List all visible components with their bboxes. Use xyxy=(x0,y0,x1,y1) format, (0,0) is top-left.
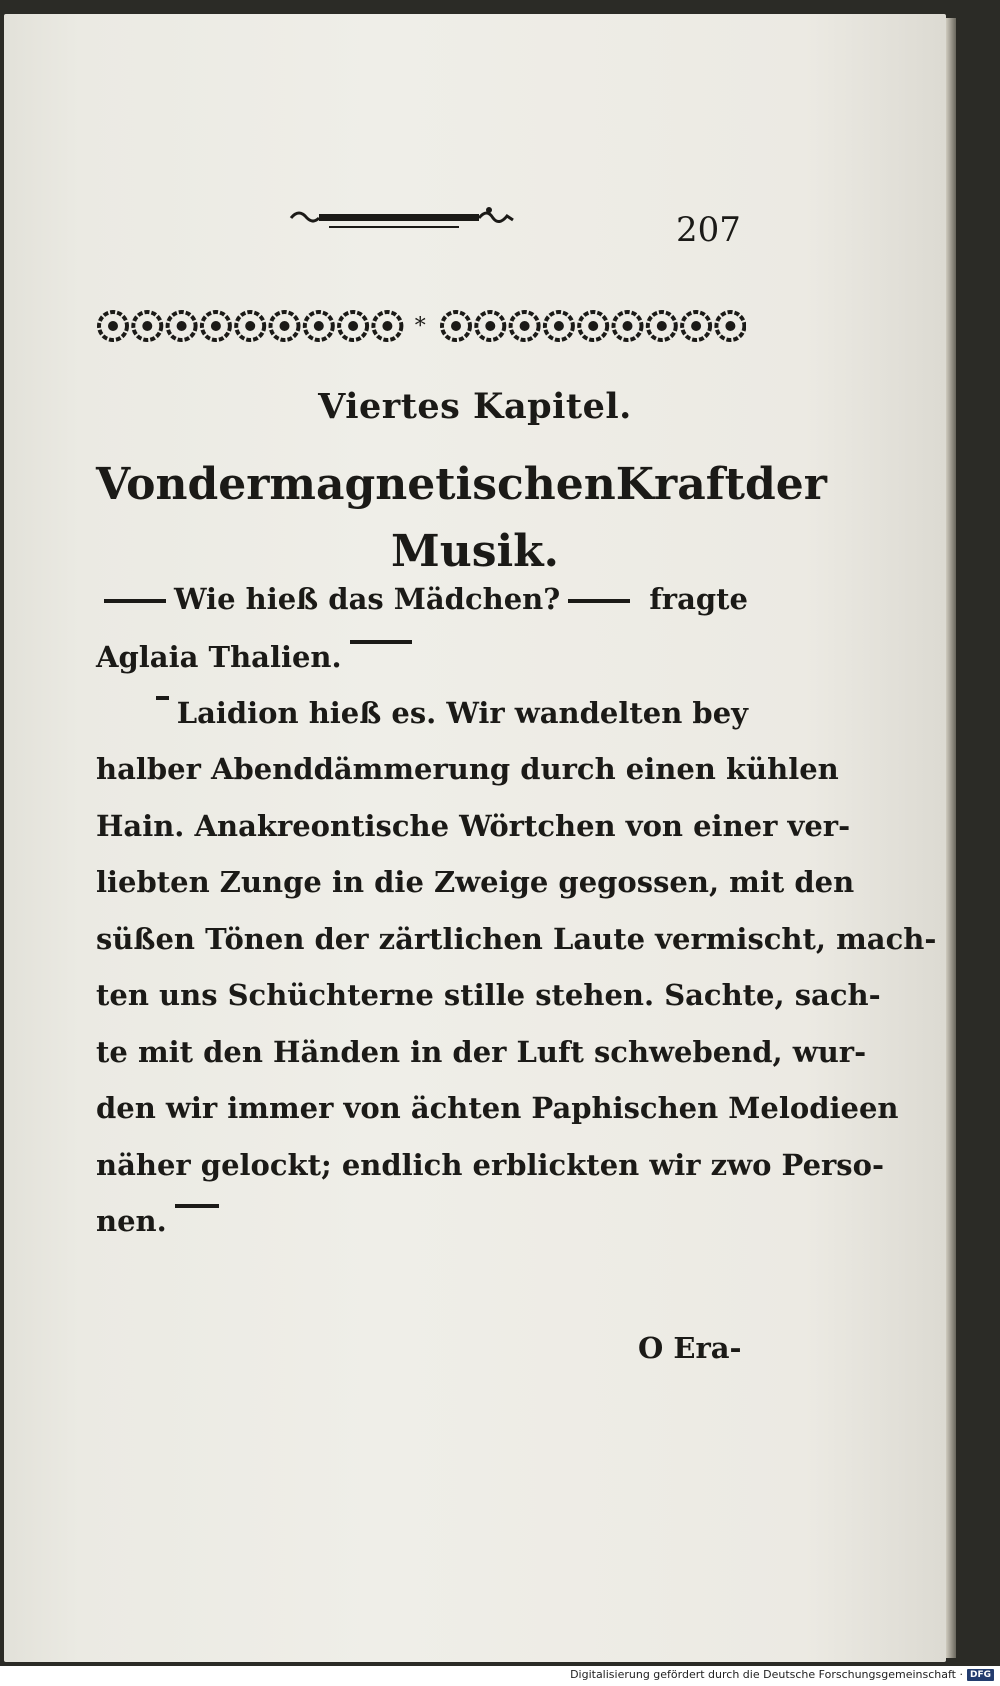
line-text: Wie hieß das Mädchen? xyxy=(174,582,561,616)
catchword: O Era- xyxy=(638,1331,742,1365)
digitization-credit xyxy=(570,1668,994,1681)
title-word: der xyxy=(744,459,827,510)
ornament-rule-icon xyxy=(289,202,519,238)
rosette-ornament xyxy=(545,312,573,340)
rosette-ornament xyxy=(511,312,539,340)
chapter-title-line1 xyxy=(96,459,827,510)
chapter-title-line2: Musik. xyxy=(391,526,559,577)
body-line xyxy=(96,978,881,1012)
body-line xyxy=(96,922,937,956)
line-text: fragte xyxy=(649,582,748,616)
rosette-ornament xyxy=(579,312,607,340)
body-line xyxy=(96,809,851,843)
title-word: der xyxy=(187,459,270,510)
rosette-ornament xyxy=(305,312,333,340)
dfg-logo: DFG xyxy=(967,1669,994,1681)
asterisk-ornament: * xyxy=(414,314,426,339)
body-line xyxy=(96,1035,867,1069)
dash-mark xyxy=(175,1204,219,1208)
title-word: Kraft xyxy=(615,459,745,510)
rosette-ornament xyxy=(614,312,642,340)
rosette-ornament xyxy=(168,312,196,340)
rosette-ornament xyxy=(476,312,504,340)
body-line xyxy=(96,1091,899,1125)
line-text: Laidion hieß es. Wir wandelten bey xyxy=(176,696,748,730)
chapter-heading: Viertes Kapitel. xyxy=(318,386,632,427)
rosette-ornament xyxy=(133,312,161,340)
rosette-ornament xyxy=(271,312,299,340)
book-page xyxy=(4,14,946,1662)
body-line xyxy=(96,640,748,674)
rosette-ornament xyxy=(716,312,744,340)
line-text: halber Abenddämmerung durch einen kühlen xyxy=(96,752,839,786)
line-text: den wir immer von ächten Paphischen Melodieen xyxy=(96,1091,899,1125)
body-line xyxy=(96,1148,885,1182)
dash-mark xyxy=(156,696,169,700)
rosette-border-icon xyxy=(96,308,746,344)
body-line xyxy=(96,752,839,786)
rosette-ornament xyxy=(339,312,367,340)
title-word: magnetischen xyxy=(269,459,616,510)
line-text: süßen Tönen der zärtlichen Laute vermischt, mach- xyxy=(96,922,937,956)
rosette-ornament xyxy=(236,312,264,340)
rosette-ornament xyxy=(373,312,401,340)
title-word: Von xyxy=(96,459,188,510)
body-line xyxy=(96,582,748,616)
line-text: nen. xyxy=(96,1204,167,1238)
body-line xyxy=(96,696,748,730)
line-text: liebten Zunge in die Zweige gegossen, mit den xyxy=(96,865,855,899)
rosette-ornament xyxy=(202,312,230,340)
rosette-ornament xyxy=(99,312,127,340)
page-edge xyxy=(946,18,956,1658)
line-text: Aglaia Thalien. xyxy=(96,640,342,674)
dash-mark xyxy=(350,640,412,644)
line-text: te mit den Händen in der Luft schwebend, wur- xyxy=(96,1035,867,1069)
body-line xyxy=(96,1204,748,1238)
line-text: näher gelockt; endlich erblickten wir zwo Perso- xyxy=(96,1148,885,1182)
dash-mark xyxy=(104,599,166,603)
rosette-ornament xyxy=(648,312,676,340)
page-number: 207 xyxy=(676,210,741,250)
line-text: ten uns Schüchterne stille stehen. Sachte, sach- xyxy=(96,978,881,1012)
rosette-ornament xyxy=(682,312,710,340)
rosette-ornament xyxy=(442,312,470,340)
dash-mark xyxy=(568,599,630,603)
line-text: Hain. Anakreontische Wörtchen von einer ver- xyxy=(96,809,851,843)
credit-text: Digitalisierung gefördert durch die Deutsche Forschungsgemeinschaft · xyxy=(570,1668,963,1681)
body-line xyxy=(96,865,855,899)
